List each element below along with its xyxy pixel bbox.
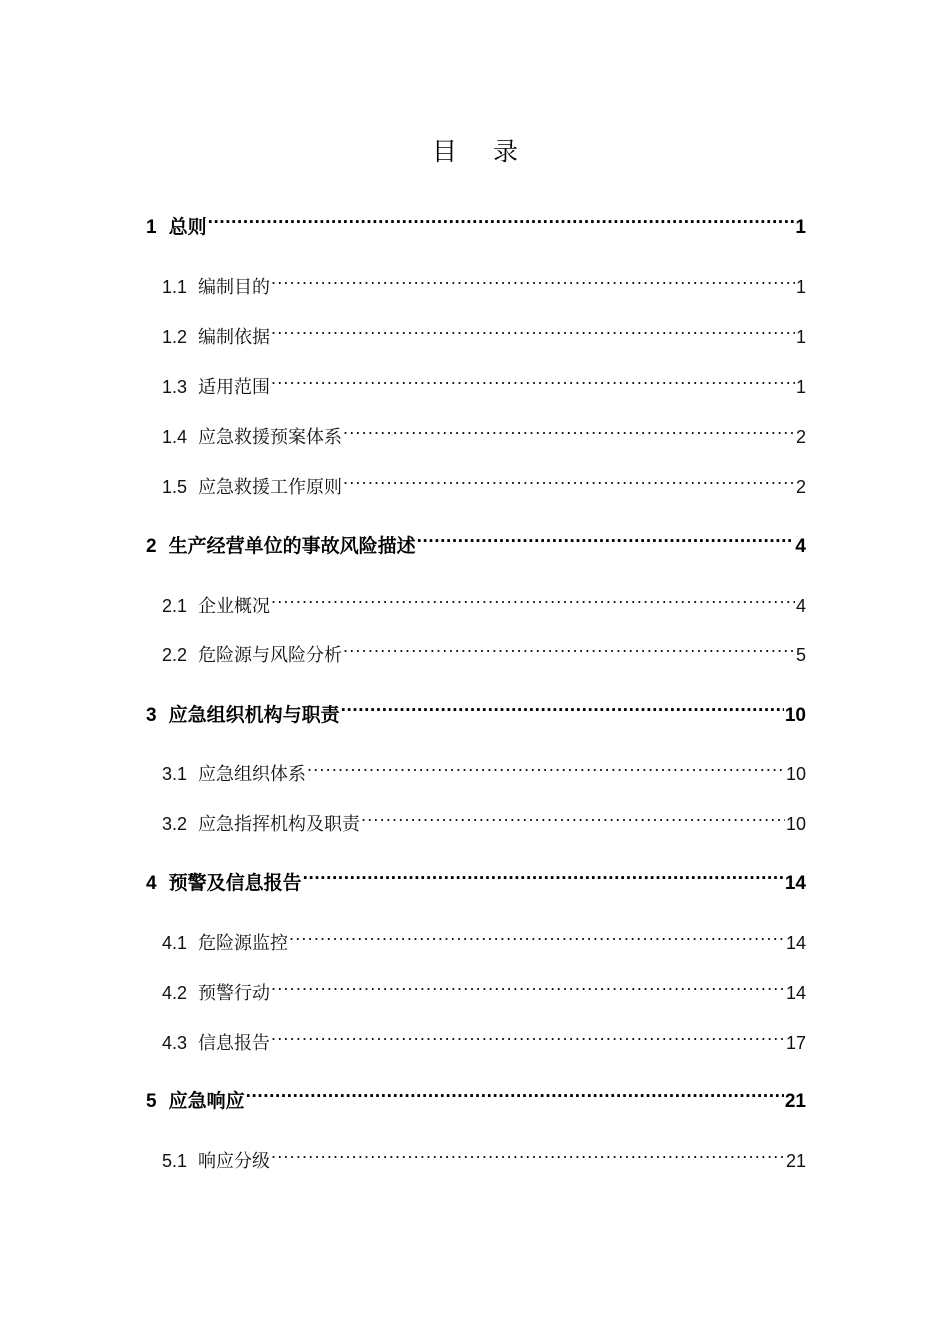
- toc-entry-label: 编制依据: [198, 327, 271, 348]
- toc-entry-label: 应急救援工作原则: [198, 477, 343, 498]
- toc-chapter-entry[interactable]: [146, 203, 806, 238]
- toc-entry-number: 1.4: [162, 427, 188, 447]
- toc-entry-page-number: 10: [785, 814, 806, 834]
- toc-entry-label: 应急组织机构与职责: [168, 704, 340, 726]
- toc-entry-number: 2.2: [162, 645, 188, 665]
- toc-entry-label: 应急指挥机构及职责: [198, 814, 361, 835]
- toc-entry-page-number: 21: [785, 1151, 806, 1171]
- toc-chapter-entry[interactable]: [146, 859, 806, 894]
- toc-dot-leader: [271, 1137, 785, 1167]
- toc-entry-label: 危险源监控: [198, 933, 289, 954]
- toc-section-entry[interactable]: [162, 363, 806, 398]
- toc-section-entry[interactable]: [162, 1137, 806, 1172]
- toc-section-entry[interactable]: [162, 463, 806, 498]
- toc-dot-leader: [271, 363, 795, 393]
- toc-entry-page-number: 4: [795, 596, 806, 616]
- toc-dot-leader: [361, 800, 785, 830]
- toc-entry-number: 4.3: [162, 1033, 188, 1053]
- toc-entry-label: 应急救援预案体系: [198, 427, 343, 448]
- toc-entry-number: 3: [146, 705, 157, 726]
- toc-dot-leader: [417, 522, 795, 552]
- toc-dot-leader: [271, 1019, 785, 1049]
- toc-entry-number: 1.2: [162, 327, 188, 347]
- toc-chapter-entry[interactable]: [146, 691, 806, 726]
- toc-section-entry[interactable]: [162, 1019, 806, 1054]
- toc-entry-page-number: 5: [795, 645, 806, 665]
- toc-entry-number: 4.1: [162, 933, 188, 953]
- toc-section-entry[interactable]: [162, 750, 806, 785]
- toc-dot-leader: [341, 691, 784, 721]
- toc-title: 目 录: [432, 137, 532, 166]
- toc-entry-page-number: 17: [785, 1033, 806, 1053]
- toc-entry-label: 应急响应: [168, 1090, 245, 1112]
- toc-entry-number: 1.1: [162, 277, 188, 297]
- toc-entry-label: 编制目的: [198, 277, 271, 298]
- toc-dot-leader: [271, 582, 795, 612]
- toc-dot-leader: [289, 919, 785, 949]
- toc-dot-leader: [343, 463, 795, 493]
- toc-entry-page-number: 2: [795, 477, 806, 497]
- toc-entry-label: 预警行动: [198, 983, 271, 1004]
- toc-entry-page-number: 10: [784, 705, 806, 726]
- toc-entry-page-number: 1: [795, 327, 806, 347]
- toc-entry-number: 1.3: [162, 377, 188, 397]
- toc-entry-page-number: 14: [784, 873, 806, 894]
- toc-entry-page-number: 10: [785, 764, 806, 784]
- toc-entry-number: 5.1: [162, 1151, 188, 1171]
- toc-section-entry[interactable]: [162, 800, 806, 835]
- toc-dot-leader: [271, 263, 795, 293]
- toc-entry-label: 总则: [168, 216, 207, 238]
- toc-section-entry[interactable]: [162, 969, 806, 1004]
- toc-chapter-entry[interactable]: [146, 1077, 806, 1112]
- toc-section-entry[interactable]: [162, 631, 806, 666]
- toc-entry-number: 4.2: [162, 983, 188, 1003]
- toc-entry-page-number: 1: [795, 277, 806, 297]
- toc-section-entry[interactable]: [162, 263, 806, 298]
- toc-entry-label: 应急组织体系: [198, 764, 307, 785]
- toc-entry-page-number: 1: [795, 217, 806, 238]
- toc-dot-leader: [208, 203, 795, 233]
- toc-dot-leader: [271, 313, 795, 343]
- toc-entry-page-number: 4: [795, 536, 806, 557]
- toc-section-entry[interactable]: [162, 582, 806, 617]
- toc-entry-page-number: 1: [795, 377, 806, 397]
- toc-dot-leader: [343, 413, 795, 443]
- toc-entry-number: 5: [146, 1091, 157, 1112]
- toc-entry-label: 适用范围: [198, 377, 271, 398]
- toc-entry-number: 3.1: [162, 764, 188, 784]
- toc-entry-number: 4: [146, 873, 157, 894]
- toc-section-entry[interactable]: [162, 919, 806, 954]
- toc-entry-number: 3.2: [162, 814, 188, 834]
- toc-dot-leader: [307, 750, 785, 780]
- toc-entry-page-number: 14: [785, 983, 806, 1003]
- toc-entry-number: 1.5: [162, 477, 188, 497]
- toc-entry-page-number: 2: [795, 427, 806, 447]
- toc-entry-label: 企业概况: [198, 596, 271, 617]
- toc-entry-page-number: 21: [784, 1091, 806, 1112]
- toc-entry-number: 2.1: [162, 596, 188, 616]
- toc-dot-leader: [343, 631, 795, 661]
- toc-entry-label: 生产经营单位的事故风险描述: [168, 535, 416, 557]
- toc-dot-leader: [271, 969, 785, 999]
- toc-entry-label: 信息报告: [198, 1033, 271, 1054]
- toc-entry-number: 1: [146, 217, 157, 238]
- toc-entry-number: 2: [146, 536, 157, 557]
- toc-entry-label: 预警及信息报告: [168, 872, 302, 894]
- toc-dot-leader: [303, 859, 784, 889]
- toc-chapter-entry[interactable]: [146, 522, 806, 557]
- toc-section-entry[interactable]: [162, 413, 806, 448]
- toc-entry-page-number: 14: [785, 933, 806, 953]
- toc-dot-leader: [246, 1077, 784, 1107]
- toc-entry-label: 危险源与风险分析: [198, 645, 343, 666]
- toc-entry-label: 响应分级: [198, 1151, 271, 1172]
- toc-section-entry[interactable]: [162, 313, 806, 348]
